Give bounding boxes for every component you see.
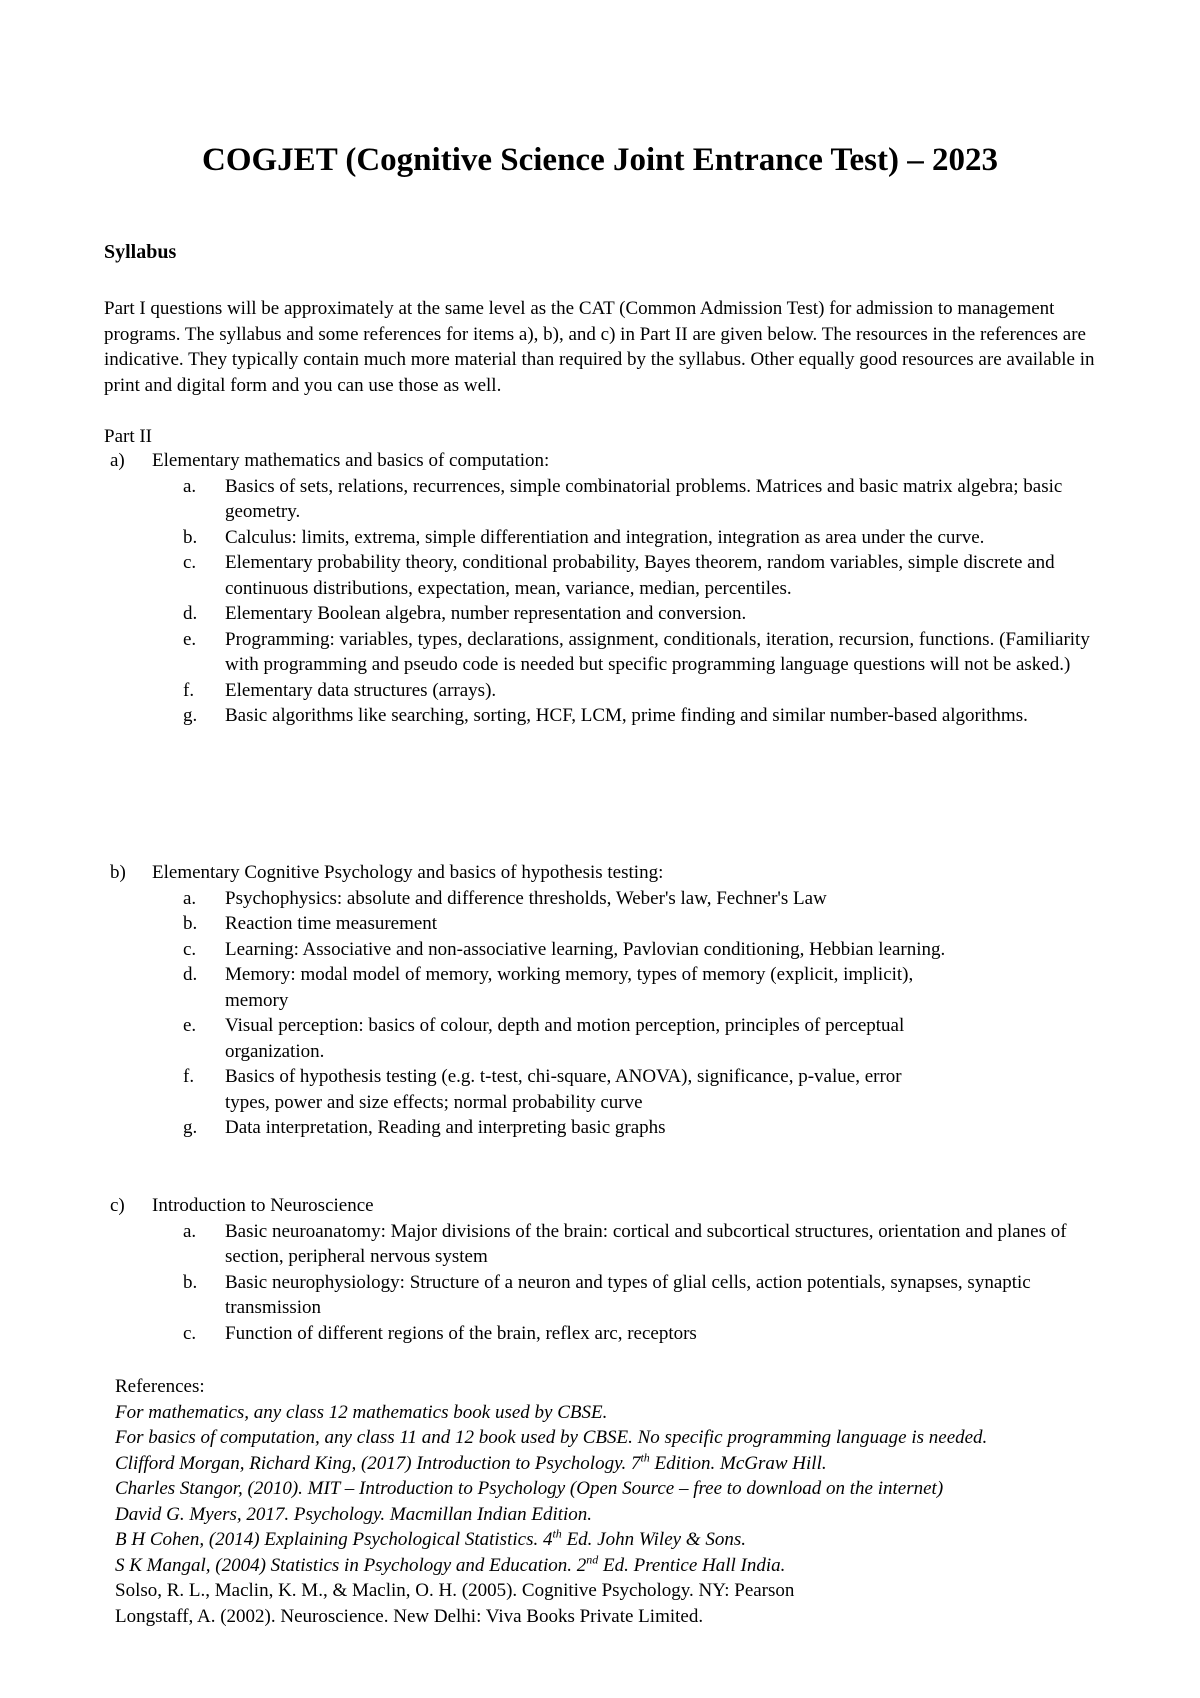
list-item (183, 550, 1100, 601)
item-text: Basic neurophysiology: Structure of a neuron and types of glial cells, action potentials, synapses, synaptic transmission (225, 1271, 1031, 1318)
item-letter: f. (183, 679, 195, 701)
item-letter: b. (183, 1271, 198, 1293)
list-item (183, 886, 950, 912)
list-item (183, 1013, 950, 1064)
list-item (183, 937, 950, 963)
reference-text: Clifford Morgan, Richard King, (2017) Introduction to Psychology. 7 (115, 1452, 641, 1474)
list-item (183, 678, 1100, 704)
item-letter: d. (183, 603, 198, 624)
list-item (183, 1115, 950, 1141)
section-items (110, 886, 950, 1141)
item-text: Memory: modal model of memory, working memory, types of memory (explicit, implicit), memory (225, 964, 914, 1011)
item-letter: b. (183, 526, 198, 548)
item-letter: g. (183, 1117, 198, 1138)
reference-superscript: th (640, 1450, 650, 1465)
page-title: COGJET (Cognitive Science Joint Entrance Test) – 2023 (202, 142, 998, 178)
reference-text: B H Cohen, (2014) Explaining Psychological Statistics. 4 (115, 1529, 553, 1550)
item-text: Elementary data structures (arrays). (225, 679, 497, 701)
intro-paragraph: Part I questions will be approximately at the same level as the CAT (Common Admission Test) for admission to management programs. The syllabus and some references for items a), b), and c) in Part II are given below. The resources in the references are indicative. They typically contain much more material than required by the syllabus. Other equally good resources are available in print and digital form and you can use those as well. (104, 298, 1095, 396)
item-letter: e. (183, 1015, 197, 1036)
list-item (183, 627, 1100, 678)
item-letter: a. (183, 1220, 197, 1242)
item-text: Basics of hypothesis testing (e.g. t-test, chi-square, ANOVA), significance, p-value, error types, power and size effects; normal probability curve (225, 1066, 902, 1113)
item-letter: c. (183, 552, 197, 573)
section-c (110, 1193, 1100, 1346)
list-item (183, 1270, 1100, 1321)
list-item (183, 474, 1100, 525)
item-letter: c. (183, 938, 197, 960)
reference-item: For mathematics, any class 12 mathematics book used by CBSE. (115, 1401, 608, 1423)
item-letter: f. (183, 1066, 195, 1087)
item-letter: a. (183, 475, 197, 497)
section-title: Elementary mathematics and basics of computation: (152, 450, 550, 471)
list-item (183, 1064, 950, 1115)
list-item (183, 1219, 1100, 1270)
section-items (110, 474, 1100, 729)
part-two-label: Part II (104, 426, 153, 447)
references (115, 1374, 1105, 1629)
item-letter: a. (183, 887, 197, 909)
item-text: Learning: Associative and non-associative learning, Pavlovian conditioning, Hebbian learning. (225, 938, 946, 960)
list-item (183, 601, 1100, 627)
item-letter: g. (183, 705, 198, 726)
item-text: Visual perception: basics of colour, depth and motion perception, principles of perceptual organization. (225, 1015, 905, 1062)
reference-item (115, 1451, 1105, 1477)
reference-text: Ed. John Wiley & Sons. (561, 1529, 746, 1550)
section-a (110, 448, 1100, 729)
reference-item (115, 1553, 1105, 1579)
section-letter: c) (110, 1195, 125, 1216)
section-title: Elementary Cognitive Psychology and basics of hypothesis testing: (152, 862, 664, 883)
syllabus-heading: Syllabus (104, 241, 177, 263)
item-text: Psychophysics: absolute and difference thresholds, Weber's law, Fechner's Law (225, 887, 827, 909)
reference-item: Solso, R. L., Maclin, K. M., & Maclin, O. H. (2005). Cognitive Psychology. NY: Pearson (115, 1580, 795, 1601)
list-item (183, 911, 950, 937)
item-text: Reaction time measurement (225, 913, 438, 934)
section-letter: a) (110, 450, 125, 471)
reference-text: Edition. McGraw Hill. (649, 1452, 827, 1474)
item-letter: e. (183, 628, 197, 650)
item-text: Elementary probability theory, conditional probability, Bayes theorem, random variables, simple discrete and continuous distributions, expectation, mean, variance, median, percentiles. (225, 552, 1055, 599)
list-item (183, 1321, 1100, 1347)
item-letter: b. (183, 913, 198, 934)
item-text: Calculus: limits, extrema, simple differentiation and integration, integration as area under the curve. (225, 526, 985, 548)
item-letter: d. (183, 964, 198, 985)
item-text: Basics of sets, relations, recurrences, simple combinatorial problems. Matrices and basic matrix algebra; basic geometry. (225, 475, 1063, 522)
reference-item: David G. Myers, 2017. Psychology. Macmillan Indian Edition. (115, 1503, 593, 1525)
reference-item (115, 1527, 1105, 1553)
section-letter: b) (110, 862, 126, 883)
section-b (110, 860, 1100, 1141)
item-text: Basic algorithms like searching, sorting, HCF, LCM, prime finding and similar number-based algorithms. (225, 705, 1028, 726)
item-letter: c. (183, 1322, 197, 1344)
item-text: Data interpretation, Reading and interpreting basic graphs (225, 1117, 666, 1138)
reference-item: For basics of computation, any class 11 and 12 book used by CBSE. No specific programming language is needed. (115, 1427, 988, 1448)
list-item (183, 703, 1100, 729)
item-text: Elementary Boolean algebra, number representation and conversion. (225, 603, 747, 624)
reference-item: Longstaff, A. (2002). Neuroscience. New Delhi: Viva Books Private Limited. (115, 1605, 704, 1627)
section-items (110, 1219, 1100, 1347)
reference-text: Ed. Prentice Hall India. (598, 1554, 786, 1576)
reference-superscript: th (552, 1526, 562, 1541)
item-text: Function of different regions of the brain, reflex arc, receptors (225, 1322, 697, 1344)
list-item (183, 525, 1100, 551)
item-text: Programming: variables, types, declarations, assignment, conditionals, iteration, recursion, functions. (Familiarity with programming and pseudo code is needed but specific programming language questions will not be asked.) (225, 628, 1090, 675)
item-text: Basic neuroanatomy: Major divisions of the brain: cortical and subcortical structures, orientation and planes of section, peripheral nervous system (225, 1220, 1067, 1267)
section-title: Introduction to Neuroscience (152, 1195, 374, 1216)
reference-superscript: nd (586, 1552, 599, 1567)
list-item (183, 962, 950, 1013)
reference-item: Charles Stangor, (2010). MIT – Introduction to Psychology (Open Source – free to download on the internet) (115, 1478, 944, 1499)
reference-text: S K Mangal, (2004) Statistics in Psychology and Education. 2 (115, 1554, 587, 1576)
references-label: References: (115, 1376, 205, 1397)
